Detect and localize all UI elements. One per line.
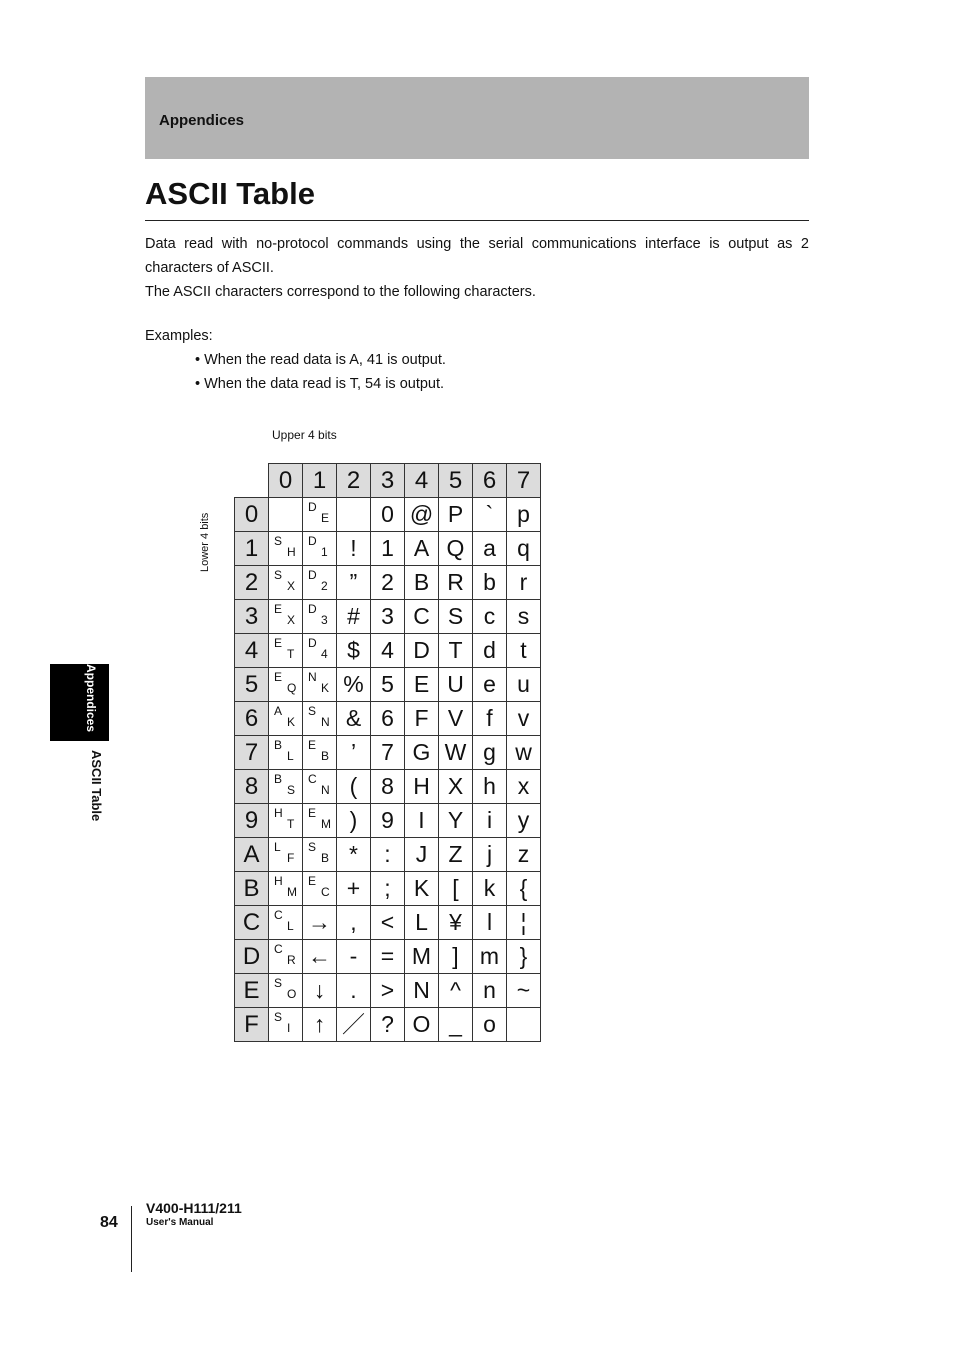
control-code [269, 498, 302, 531]
title-divider [145, 220, 809, 221]
table-cell [303, 872, 337, 906]
table-cell: , [337, 906, 371, 940]
row-header: 9 [235, 804, 269, 838]
control-code-lower: M [321, 817, 331, 831]
table-cell [269, 804, 303, 838]
example-item: • When the data read is T, 54 is output. [195, 376, 445, 392]
table-row [235, 906, 541, 940]
control-code [269, 532, 302, 565]
control-code-upper: E [274, 636, 283, 650]
control-code [303, 634, 336, 667]
control-code [269, 634, 302, 667]
table-cell [303, 940, 337, 974]
control-code [303, 945, 336, 968]
control-code-upper: D [308, 636, 317, 650]
table-cell: ¥ [439, 906, 473, 940]
table-cell: Q [439, 532, 473, 566]
table-cell: K [405, 872, 439, 906]
control-code [269, 600, 302, 633]
table-cell [507, 1008, 541, 1042]
table-cell: = [371, 940, 405, 974]
table-cell: ! [337, 532, 371, 566]
table-cell: Y [439, 804, 473, 838]
row-header: E [235, 974, 269, 1008]
control-code-upper: E [274, 602, 283, 616]
table-cell: N [405, 974, 439, 1008]
table-cell [303, 600, 337, 634]
table-cell: i [473, 804, 507, 838]
table-cell [337, 498, 371, 532]
table-cell: z [507, 838, 541, 872]
control-code-upper: A [274, 704, 283, 718]
table-cell [269, 600, 303, 634]
row-header: 7 [235, 736, 269, 770]
table-cell: b [473, 566, 507, 600]
table-cell: E [405, 668, 439, 702]
control-code [303, 872, 336, 905]
table-cell [303, 702, 337, 736]
table-cell [303, 1008, 337, 1042]
control-code-lower: X [287, 579, 296, 593]
table-row [235, 872, 541, 906]
control-code [303, 804, 336, 837]
control-code [303, 979, 336, 1002]
control-code [303, 566, 336, 599]
table-row [235, 498, 541, 532]
table-cell: W [439, 736, 473, 770]
column-header: 4 [405, 464, 439, 498]
table-row [235, 770, 541, 804]
cell-char: ← [308, 943, 331, 969]
table-cell: x [507, 770, 541, 804]
table-cell: B [405, 566, 439, 600]
control-code-upper: H [274, 874, 283, 888]
control-code [303, 668, 336, 701]
table-cell: V [439, 702, 473, 736]
product-name: V400-H111/211 [146, 1200, 242, 1216]
table-row [235, 940, 541, 974]
control-code [269, 838, 302, 871]
control-code-upper: C [274, 908, 283, 922]
row-header: D [235, 940, 269, 974]
table-cell: ” [337, 566, 371, 600]
intro-paragraph: Data read with no-protocol commands using the serial communications interface is output as 2 characters of ASCII. [145, 236, 809, 276]
table-cell: ( [337, 770, 371, 804]
control-code-lower: 3 [321, 613, 328, 627]
table-cell [303, 498, 337, 532]
table-row [235, 736, 541, 770]
control-code-upper: E [308, 738, 317, 752]
control-code [303, 911, 336, 934]
control-code [303, 600, 336, 633]
table-cell: X [439, 770, 473, 804]
table-cell: _ [439, 1008, 473, 1042]
table-cell: S [439, 600, 473, 634]
column-header: 2 [337, 464, 371, 498]
table-cell [269, 634, 303, 668]
example-item: • When the read data is A, 41 is output. [195, 352, 446, 368]
table-cell [269, 872, 303, 906]
row-header: 3 [235, 600, 269, 634]
control-code-lower: 1 [321, 545, 328, 559]
table-cell: & [337, 702, 371, 736]
upper-bits-label: Upper 4 bits [272, 428, 337, 442]
table-cell: { [507, 872, 541, 906]
row-header: C [235, 906, 269, 940]
control-code [269, 1008, 302, 1041]
control-code [303, 838, 336, 871]
control-code-lower: I [287, 1021, 291, 1035]
control-code-lower: T [287, 647, 295, 661]
control-code-upper: S [274, 568, 283, 582]
control-code [269, 872, 302, 905]
control-code-upper: N [308, 670, 317, 684]
control-code-upper: D [308, 568, 317, 582]
table-cell: H [405, 770, 439, 804]
table-cell: [ [439, 872, 473, 906]
table-cell: 6 [371, 702, 405, 736]
control-code-upper: H [274, 806, 283, 820]
ascii-table [234, 463, 541, 1042]
table-cell [269, 532, 303, 566]
table-cell: F [405, 702, 439, 736]
table-cell: + [337, 872, 371, 906]
table-cell [303, 566, 337, 600]
control-code-upper: S [274, 976, 283, 990]
table-row [235, 566, 541, 600]
table-cell [303, 770, 337, 804]
control-code-upper: S [274, 534, 283, 548]
table-cell: r [507, 566, 541, 600]
cell-char: → [308, 909, 331, 935]
control-code-lower: 2 [321, 579, 328, 593]
table-row [235, 668, 541, 702]
table-header-row [235, 464, 541, 498]
table-cell: ¦ [507, 906, 541, 940]
row-header: A [235, 838, 269, 872]
control-code-upper: D [308, 534, 317, 548]
table-cell: $ [337, 634, 371, 668]
table-cell: R [439, 566, 473, 600]
table-cell: ) [337, 804, 371, 838]
side-tab-label: Appendices [84, 664, 98, 733]
table-cell: 8 [371, 770, 405, 804]
table-cell: > [371, 974, 405, 1008]
table-cell: 3 [371, 600, 405, 634]
examples-label: Examples: [145, 328, 213, 344]
column-header: 1 [303, 464, 337, 498]
row-header: 8 [235, 770, 269, 804]
table-row [235, 838, 541, 872]
column-header: 7 [507, 464, 541, 498]
control-code-lower: T [287, 817, 295, 831]
table-cell [269, 940, 303, 974]
table-cell: * [337, 838, 371, 872]
table-cell: I [405, 804, 439, 838]
row-header: B [235, 872, 269, 906]
table-cell: e [473, 668, 507, 702]
table-cell: # [337, 600, 371, 634]
control-code [303, 1013, 336, 1036]
table-cell: l [473, 906, 507, 940]
control-code-upper: S [308, 704, 317, 718]
table-cell: o [473, 1008, 507, 1042]
table-row [235, 974, 541, 1008]
side-section-label: ASCII Table [89, 750, 104, 822]
control-code-upper: D [308, 602, 317, 616]
table-cell [303, 804, 337, 838]
row-header: 0 [235, 498, 269, 532]
control-code-lower: N [321, 783, 330, 797]
table-cell: 5 [371, 668, 405, 702]
table-cell [269, 668, 303, 702]
control-code-lower: S [287, 783, 296, 797]
row-header: 4 [235, 634, 269, 668]
table-cell: ; [371, 872, 405, 906]
table-cell: } [507, 940, 541, 974]
control-code-lower: K [321, 681, 330, 695]
table-cell: 4 [371, 634, 405, 668]
table-cell: O [405, 1008, 439, 1042]
row-header: 2 [235, 566, 269, 600]
control-code-lower: M [287, 885, 297, 899]
table-cell: 9 [371, 804, 405, 838]
control-code-lower: B [321, 851, 330, 865]
table-cell: ^ [439, 974, 473, 1008]
control-code-upper: C [274, 942, 283, 956]
table-corner [235, 464, 269, 498]
table-cell [269, 702, 303, 736]
table-cell: a [473, 532, 507, 566]
column-header: 3 [371, 464, 405, 498]
table-cell [303, 906, 337, 940]
table-cell [269, 736, 303, 770]
table-cell [303, 634, 337, 668]
control-code [269, 940, 302, 973]
header-band [145, 77, 809, 159]
table-cell [269, 1008, 303, 1042]
table-cell [269, 838, 303, 872]
manual-label: User's Manual [146, 1217, 214, 1228]
table-cell: y [507, 804, 541, 838]
table-cell: % [337, 668, 371, 702]
control-code [303, 736, 336, 769]
table-cell: s [507, 600, 541, 634]
table-row [235, 702, 541, 736]
table-cell: v [507, 702, 541, 736]
control-code-upper: S [274, 1010, 283, 1024]
table-cell: p [507, 498, 541, 532]
page-title: ASCII Table [145, 176, 315, 211]
table-cell [303, 736, 337, 770]
control-code-lower: C [321, 885, 330, 899]
table-cell: J [405, 838, 439, 872]
table-cell: C [405, 600, 439, 634]
table-cell: w [507, 736, 541, 770]
control-code [269, 906, 302, 939]
control-code [269, 702, 302, 735]
control-code-upper: E [274, 670, 283, 684]
control-code-lower: R [287, 953, 296, 967]
row-header: 6 [235, 702, 269, 736]
table-cell: ] [439, 940, 473, 974]
table-cell: u [507, 668, 541, 702]
control-code-upper: C [308, 772, 317, 786]
control-code-lower: X [287, 613, 296, 627]
table-cell: 1 [371, 532, 405, 566]
table-cell: M [405, 940, 439, 974]
control-code-upper: L [274, 840, 281, 854]
cell-char: ↓ [313, 977, 326, 1003]
column-header: 0 [269, 464, 303, 498]
table-cell: A [405, 532, 439, 566]
table-row [235, 804, 541, 838]
control-code-upper: E [308, 874, 317, 888]
control-code [269, 974, 302, 1007]
table-cell [303, 838, 337, 872]
column-header: 6 [473, 464, 507, 498]
table-row [235, 600, 541, 634]
control-code-lower: O [287, 987, 297, 1001]
table-cell: d [473, 634, 507, 668]
table-cell: ~ [507, 974, 541, 1008]
page-number: 84 [100, 1214, 118, 1231]
control-code [269, 770, 302, 803]
control-code-upper: E [308, 806, 317, 820]
table-cell: k [473, 872, 507, 906]
table-cell: @ [405, 498, 439, 532]
control-code-lower: N [321, 715, 330, 729]
table-cell: L [405, 906, 439, 940]
row-header: 5 [235, 668, 269, 702]
control-code [303, 770, 336, 803]
table-row [235, 1008, 541, 1042]
table-cell: ／ [337, 1008, 371, 1042]
row-header: 1 [235, 532, 269, 566]
table-cell: n [473, 974, 507, 1008]
table-cell: c [473, 600, 507, 634]
table-cell: : [371, 838, 405, 872]
control-code-lower: L [287, 919, 294, 933]
control-code [269, 736, 302, 769]
control-code-upper: D [308, 500, 317, 514]
table-cell [269, 498, 303, 532]
control-code [303, 702, 336, 735]
control-code-lower: B [321, 749, 330, 763]
control-code [303, 498, 336, 531]
control-code [269, 668, 302, 701]
control-code-lower: Q [287, 681, 297, 695]
table-cell: ` [473, 498, 507, 532]
control-code-lower: H [287, 545, 296, 559]
table-cell: 0 [371, 498, 405, 532]
table-cell: q [507, 532, 541, 566]
control-code-upper: B [274, 772, 283, 786]
table-cell: T [439, 634, 473, 668]
column-header: 5 [439, 464, 473, 498]
table-row [235, 634, 541, 668]
table-cell: 2 [371, 566, 405, 600]
intro-paragraph-2: The ASCII characters correspond to the following characters. [145, 284, 536, 300]
table-cell: h [473, 770, 507, 804]
table-cell: Z [439, 838, 473, 872]
control-code [303, 532, 336, 565]
table-cell: 7 [371, 736, 405, 770]
table-cell: . [337, 974, 371, 1008]
control-code-upper: B [274, 738, 283, 752]
side-tab [50, 664, 109, 741]
table-cell [303, 668, 337, 702]
control-code [269, 804, 302, 837]
lower-bits-label: Lower 4 bits [199, 512, 211, 572]
table-cell [269, 770, 303, 804]
table-cell: j [473, 838, 507, 872]
control-code-lower: 4 [321, 647, 328, 661]
table-cell: t [507, 634, 541, 668]
control-code-lower: F [287, 851, 295, 865]
table-cell: < [371, 906, 405, 940]
table-cell: ? [371, 1008, 405, 1042]
table-cell: f [473, 702, 507, 736]
row-header: F [235, 1008, 269, 1042]
table-cell: ’ [337, 736, 371, 770]
table-cell [303, 532, 337, 566]
section-label: Appendices [159, 112, 245, 129]
control-code [269, 566, 302, 599]
table-cell: G [405, 736, 439, 770]
table-cell [269, 974, 303, 1008]
table-cell: m [473, 940, 507, 974]
table-row [235, 532, 541, 566]
control-code-lower: K [287, 715, 296, 729]
table-cell: g [473, 736, 507, 770]
table-cell: D [405, 634, 439, 668]
control-code-upper: S [308, 840, 317, 854]
table-cell: - [337, 940, 371, 974]
table-cell [269, 566, 303, 600]
control-code-lower: L [287, 749, 294, 763]
cell-char: ↑ [313, 1011, 326, 1037]
table-cell [303, 974, 337, 1008]
table-cell: U [439, 668, 473, 702]
control-code-lower: E [321, 511, 330, 525]
table-cell [269, 906, 303, 940]
footer-divider [131, 1206, 132, 1272]
table-cell: P [439, 498, 473, 532]
